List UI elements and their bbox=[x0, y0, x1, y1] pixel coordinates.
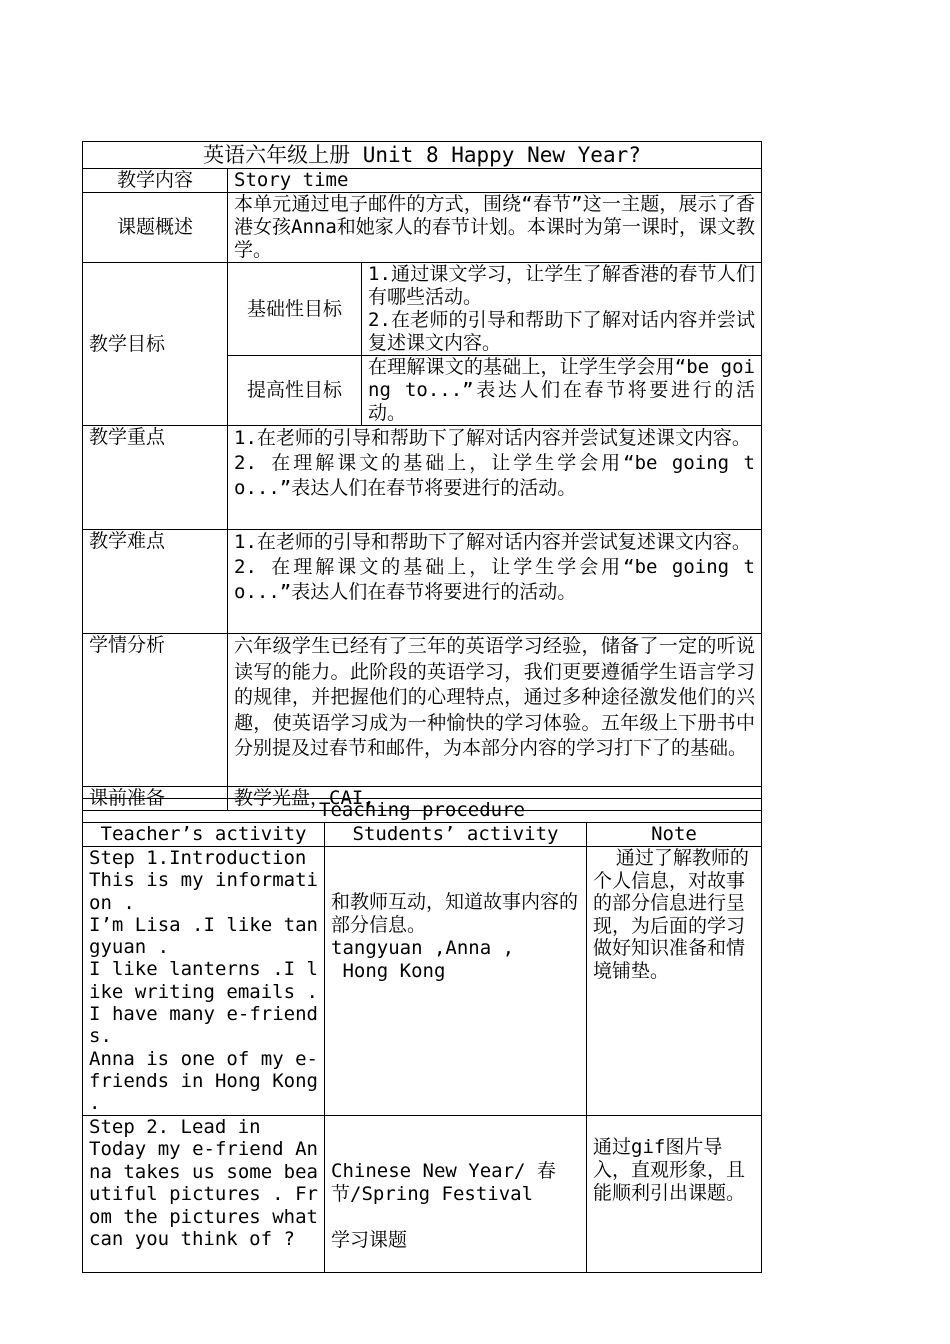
overview-value: 本单元通过电子邮件的方式，围绕“春节”这一主题，展示了香港女孩Anna和她家人的春节计划。本课时为第一课时，课文教学。 bbox=[228, 193, 762, 263]
overview-label: 课题概述 bbox=[83, 193, 228, 263]
col-note-header: Note bbox=[587, 823, 762, 847]
step-2-teacher: Step 2. Lead in Today my e-friend Anna takes us some beautiful pictures . From the pictures what can you think of ? bbox=[83, 1115, 325, 1272]
objectives-label: 教学目标 bbox=[83, 263, 228, 426]
step-2-note: 通过gif图片导入，直观形象，且能顺利引出课题。 bbox=[587, 1115, 762, 1272]
step-2-students: Chinese New Year/ 春节/Spring Festival 学习课题 bbox=[325, 1115, 587, 1272]
basic-objective-text bbox=[362, 263, 762, 356]
content-value: Story time bbox=[228, 169, 762, 193]
difficulty-2: 2. 在理解课文的基础上，让学生学会用“be going to...”表达人们在春节将要进行的活动。 bbox=[234, 556, 755, 603]
col-students-header: Students’ activity bbox=[325, 823, 587, 847]
advanced-objective-label: 提高性目标 bbox=[228, 356, 362, 426]
document-title: 英语六年级上册 Unit 8 Happy New Year? bbox=[83, 142, 762, 169]
key-point-1: 1.在老师的引导和帮助下了解对话内容并尝试复述课文内容。 bbox=[234, 427, 751, 449]
col-teacher-header: Teacher’s activity bbox=[83, 823, 325, 847]
analysis-label: 学情分析 bbox=[83, 634, 228, 787]
difficulties-text bbox=[228, 530, 762, 634]
difficulty-1: 1.在老师的引导和帮助下了解对话内容并尝试复述课文内容。 bbox=[234, 531, 751, 553]
basic-objective-1: 1.通过课文学习，让学生了解香港的春节人们有哪些活动。 bbox=[368, 263, 755, 308]
step-1-students: 和教师互动，知道故事内容的部分信息。 tangyuan ,Anna , Hong Kong bbox=[325, 847, 587, 1116]
basic-objective-label: 基础性目标 bbox=[228, 263, 362, 356]
advanced-objective-text: 在理解课文的基础上，让学生学会用“be going to...”表达人们在春节将要进行的活动。 bbox=[362, 356, 762, 426]
preparation-value: 教学光盘，CAI, bbox=[228, 787, 762, 811]
step-1-note: 通过了解教师的个人信息，对故事的部分信息进行呈现，为后面的学习做好知识准备和情境铺垫。 bbox=[587, 847, 762, 1116]
difficulties-label: 教学难点 bbox=[83, 530, 228, 634]
procedure-heading: Teaching procedure bbox=[83, 799, 762, 823]
step-1-teacher: Step 1.Introduction This is my information . I’m Lisa .I like tangyuan . I like lanterns .I like writing emails .I have many e-friends. Anna is one of my e-friends in Hong Kong . bbox=[83, 847, 325, 1116]
content-label: 教学内容 bbox=[83, 169, 228, 193]
key-points-label: 教学重点 bbox=[83, 426, 228, 530]
preparation-label: 课前准备 bbox=[83, 787, 228, 811]
lesson-info-table bbox=[82, 141, 762, 811]
procedure-table bbox=[82, 798, 762, 1273]
analysis-text: 六年级学生已经有了三年的英语学习经验，储备了一定的听说读写的能力。此阶段的英语学习，我们更要遵循学生语言学习的规律，并把握他们的心理特点，通过多种途径激发他们的兴趣，使英语学习成为一种愉快的学习体验。五年级上下册书中分别提及过春节和邮件，为本部分内容的学习打下了的基础。 bbox=[228, 634, 762, 787]
key-point-2: 2. 在理解课文的基础上，让学生学会用“be going to...”表达人们在春节将要进行的活动。 bbox=[234, 452, 755, 499]
key-points-text bbox=[228, 426, 762, 530]
basic-objective-2: 2.在老师的引导和帮助下了解对话内容并尝试复述课文内容。 bbox=[368, 309, 755, 354]
